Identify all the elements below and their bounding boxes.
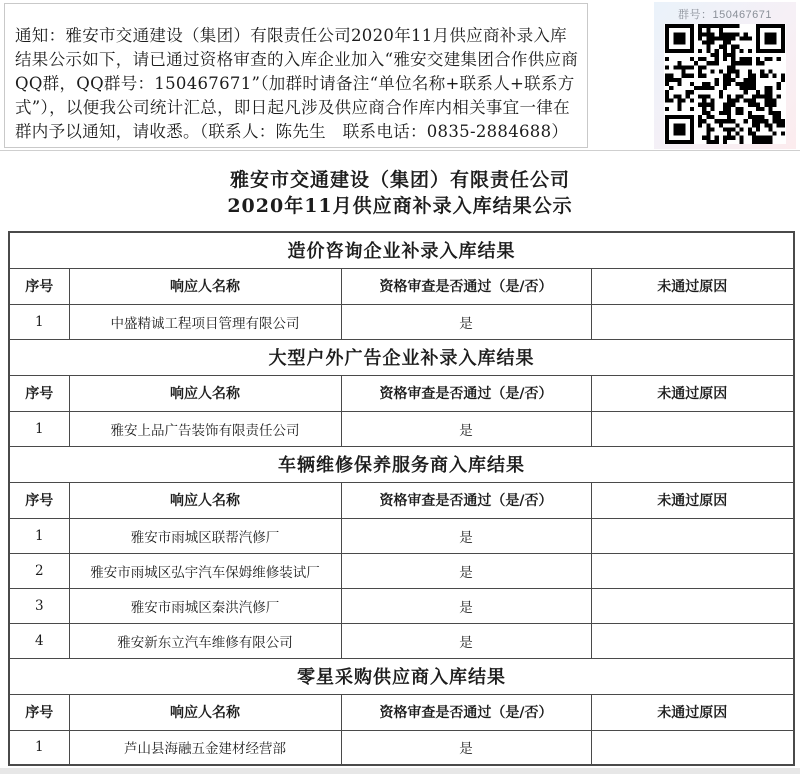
table-row (9, 411, 794, 446)
cell-respondent-name: 芦山县海融五金建材经营部 (69, 730, 341, 765)
cell-respondent-name: 雅安新东立汽车维修有限公司 (69, 623, 341, 658)
cell-qualification-passed: 是 (341, 304, 591, 339)
cell-serial-number: 1 (9, 304, 69, 339)
page-title-line2: 2020年11月供应商补录入库结果公示 (227, 195, 573, 217)
section-title: 车辆维修保养服务商入库结果 (9, 446, 794, 482)
table-row (9, 304, 794, 339)
results-table (8, 231, 795, 766)
cell-serial-number: 1 (9, 730, 69, 765)
cell-qualification-passed: 是 (341, 588, 591, 623)
header-row (9, 375, 794, 411)
column-header: 未通过原因 (591, 268, 794, 304)
column-header: 资格审查是否通过（是/否） (341, 375, 591, 411)
cell-respondent-name: 雅安市雨城区秦洪汽修厂 (69, 588, 341, 623)
top-area (0, 0, 800, 151)
header-row (9, 482, 794, 518)
table-row (9, 623, 794, 658)
column-header: 序号 (9, 694, 69, 730)
cell-fail-reason (591, 411, 794, 446)
column-header: 响应人名称 (69, 694, 341, 730)
cell-fail-reason (591, 623, 794, 658)
cell-serial-number: 1 (9, 518, 69, 553)
cell-serial-number: 1 (9, 411, 69, 446)
cell-fail-reason (591, 304, 794, 339)
cell-serial-number: 4 (9, 623, 69, 658)
section-title: 造价咨询企业补录入库结果 (9, 232, 794, 268)
cell-fail-reason (591, 730, 794, 765)
notice-text: 通知：雅安市交通建设（集团）有限责任公司2020年11月供应商补录入库结果公示如下，请已通过资格审查的入库企业加入“雅安交建集团合作供应商QQ群，QQ群号：150467671”（加群时请备注“单位名称+联系人+联系方式”），以便我公司统计汇总，即日起凡涉及供应商合作库内相关事宜一律在群内予以通知，请收悉。（联系人：陈先生 联系电话：0835-2884688） (15, 26, 579, 141)
qr-group-number-label: 群号：150467671 (677, 9, 773, 21)
column-header: 序号 (9, 482, 69, 518)
cell-fail-reason (591, 553, 794, 588)
column-header: 未通过原因 (591, 482, 794, 518)
cell-qualification-passed: 是 (341, 411, 591, 446)
column-header: 响应人名称 (69, 482, 341, 518)
cell-respondent-name: 雅安市雨城区弘宇汽车保姆维修装试厂 (69, 553, 341, 588)
table-row (9, 553, 794, 588)
table-row (9, 730, 794, 765)
header-row (9, 268, 794, 304)
cell-respondent-name: 雅安市雨城区联帮汽修厂 (69, 518, 341, 553)
notice-box (4, 3, 588, 148)
cell-qualification-passed: 是 (341, 623, 591, 658)
page-title (0, 167, 800, 219)
cell-qualification-passed: 是 (341, 730, 591, 765)
column-header: 序号 (9, 375, 69, 411)
column-header: 响应人名称 (69, 268, 341, 304)
cell-respondent-name: 中盛精诚工程项目管理有限公司 (69, 304, 341, 339)
column-header: 资格审查是否通过（是/否） (341, 482, 591, 518)
cell-qualification-passed: 是 (341, 518, 591, 553)
column-header: 未通过原因 (591, 375, 794, 411)
column-header: 资格审查是否通过（是/否） (341, 268, 591, 304)
cell-fail-reason (591, 518, 794, 553)
table-row (9, 518, 794, 553)
cell-respondent-name: 雅安上品广告装饰有限责任公司 (69, 411, 341, 446)
section-title: 零星采购供应商入库结果 (9, 658, 794, 694)
column-header: 未通过原因 (591, 694, 794, 730)
table-row (9, 588, 794, 623)
cell-serial-number: 3 (9, 588, 69, 623)
header-row (9, 694, 794, 730)
page-bottom-edge (0, 768, 800, 774)
page-title-line1: 雅安市交通建设（集团）有限责任公司 (229, 169, 570, 191)
cell-qualification-passed: 是 (341, 553, 591, 588)
qq-group-qr-code-icon (664, 24, 786, 144)
column-header: 资格审查是否通过（是/否） (341, 694, 591, 730)
column-header: 响应人名称 (69, 375, 341, 411)
column-header: 序号 (9, 268, 69, 304)
section-title: 大型户外广告企业补录入库结果 (9, 339, 794, 375)
cell-fail-reason (591, 588, 794, 623)
cell-serial-number: 2 (9, 553, 69, 588)
qr-panel (654, 2, 796, 149)
